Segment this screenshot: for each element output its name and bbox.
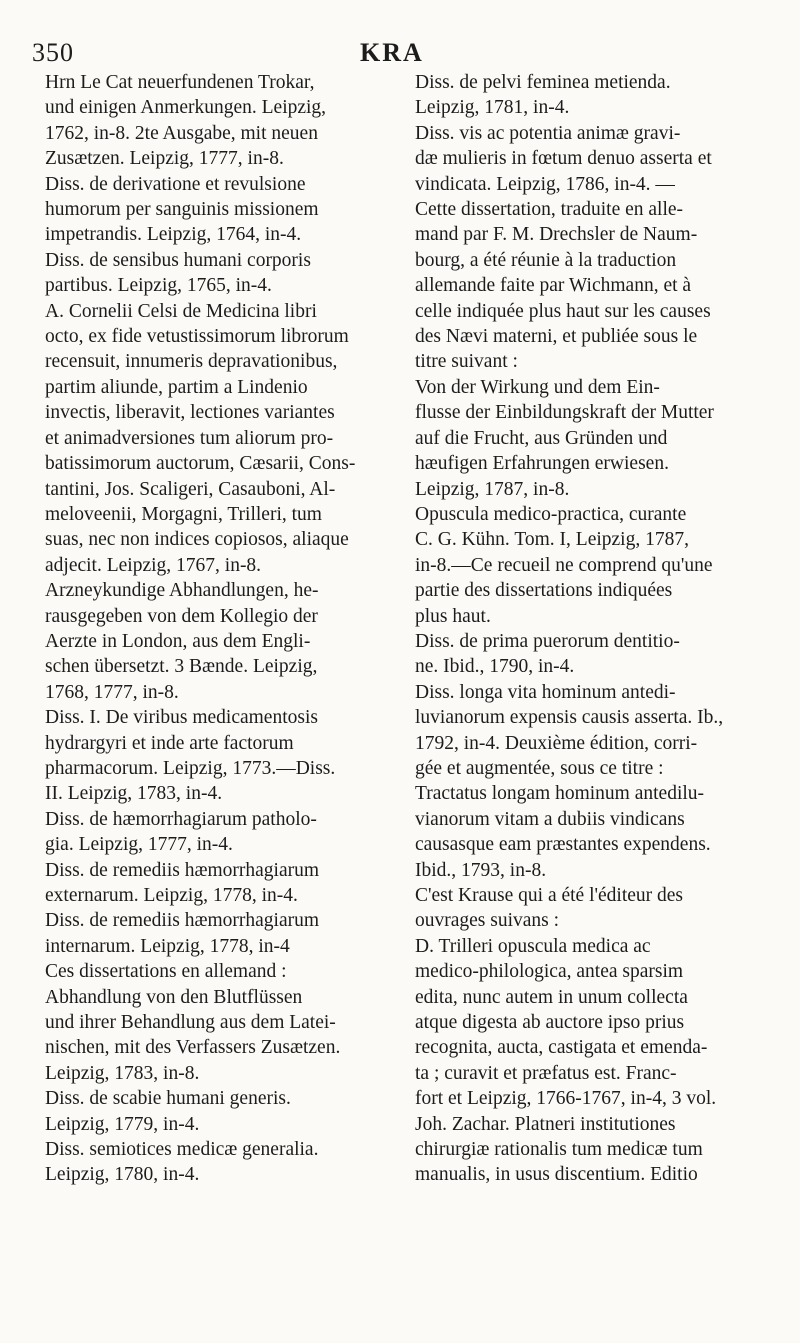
text-line: 1792, in-4. Deuxième édition, corri- [415, 732, 698, 754]
text-line: adjecit. Leipzig, 1767, in-8. [45, 554, 262, 576]
text-line: Diss. de sensibus humani corporis [45, 249, 311, 271]
text-line: Ibid., 1793, in-8. [415, 859, 547, 881]
text-line: in-8.—Ce recueil ne comprend qu'une [415, 554, 713, 576]
text-line: externarum. Leipzig, 1778, in-4. [45, 885, 298, 906]
text-line: Diss. de prima puerorum dentitio- [415, 630, 680, 652]
text-line: schen übersetzt. 3 Bænde. Leipzig, [45, 656, 318, 678]
text-line: C'est Krause qui a été l'éditeur des [415, 885, 684, 906]
text-line: Leipzig, 1779, in-4. [45, 1113, 200, 1135]
text-line: batissimorum auctorum, Cæsarii, Cons- [45, 453, 356, 475]
text-line: partie des dissertations indiquées [415, 580, 673, 602]
text-line: Diss. de remediis hæmorrhagiarum [45, 859, 320, 881]
text-line: Leipzig, 1780, in-4. [45, 1164, 200, 1186]
text-line: plus haut. [415, 605, 491, 627]
text-line: allemande faite par Wichmann, et à [415, 275, 692, 297]
text-line: Diss. longa vita hominum antedi- [415, 681, 676, 703]
text-line: Ces dissertations en allemand : [45, 961, 287, 983]
text-line: 1768, 1777, in-8. [45, 681, 179, 703]
text-line: internarum. Leipzig, 1778, in-4 [45, 935, 290, 957]
text-line: vindicata. Leipzig, 1786, in-4. — [415, 173, 675, 195]
text-line: luvianorum expensis causis asserta. Ib., [415, 707, 724, 729]
text-line: des Nævi materni, et publiée sous le [415, 326, 698, 348]
text-line: Abhandlung von den Blutflüssen [45, 986, 303, 1008]
text-line: atque digesta ab auctore ipso prius [415, 1012, 685, 1034]
text-line: fort et Leipzig, 1766-1767, in-4, 3 vol. [415, 1088, 717, 1110]
text-line: recognita, aucta, castigata et emenda- [415, 1037, 708, 1059]
text-line: Diss. semiotices medicæ generalia. [45, 1139, 319, 1161]
text-line: Opuscula medico-practica, curante [415, 503, 687, 525]
text-line: Diss. I. De viribus medicamentosis [45, 707, 318, 729]
text-line: et animadversiones tum aliorum pro- [45, 427, 334, 449]
text-line: A. Cornelii Celsi de Medicina libri [45, 300, 317, 322]
text-line: vianorum vitam a dubiis vindicans [415, 808, 685, 830]
text-line: Leipzig, 1787, in-8. [415, 478, 570, 500]
text-line: Hrn Le Cat neuerfundenen Trokar, [45, 72, 315, 93]
text-line: Cette dissertation, traduite en alle- [415, 199, 684, 221]
text-line: edita, nunc autem in unum collecta [415, 986, 688, 1008]
text-line: medico-philologica, antea sparsim [415, 961, 684, 983]
text-line: Diss. de scabie humani generis. [45, 1088, 291, 1110]
text-line: titre suivant : [415, 351, 518, 373]
text-line: recensuit, innumeris depravationibus, [45, 351, 338, 373]
text-line: und einigen Anmerkungen. Leipzig, [45, 97, 327, 119]
text-line: mand par F. M. Drechsler de Naum- [415, 224, 698, 246]
text-line: causasque eam præstantes expendens. [415, 834, 711, 856]
text-line: ta ; curavit et præfatus est. Franc- [415, 1062, 677, 1084]
text-line: partim aliunde, partim a Lindenio [45, 376, 308, 398]
text-line: D. Trilleri opuscula medica ac [415, 935, 651, 957]
text-line: hæufigen Erfahrungen erwiesen. [415, 453, 669, 475]
left-column [45, 70, 397, 1188]
text-line: Joh. Zachar. Platneri institutiones [415, 1113, 676, 1135]
text-line: tantini, Jos. Scaligeri, Casauboni, Al- [45, 478, 336, 500]
text-line: gée et augmentée, sous ce titre : [415, 757, 664, 779]
text-line: Diss. de pelvi feminea metienda. [415, 72, 671, 93]
text-line: 1762, in-8. 2te Ausgabe, mit neuen [45, 122, 318, 144]
text-line: Diss. de derivatione et revulsione [45, 173, 306, 195]
text-line: Leipzig, 1783, in-8. [45, 1062, 200, 1084]
text-line: hydrargyri et inde arte factorum [45, 732, 294, 754]
text-line: II. Leipzig, 1783, in-4. [45, 783, 223, 805]
text-line: octo, ex fide vetustissimorum librorum [45, 326, 349, 348]
running-head: KRA [360, 38, 424, 67]
text-line: Tractatus longam hominum antedilu- [415, 783, 705, 805]
text-line: Diss. de hæmorrhagiarum patholo- [45, 808, 317, 830]
text-line: humorum per sanguinis missionem [45, 199, 319, 221]
text-line: Diss. de remediis hæmorrhagiarum [45, 910, 320, 932]
text-line: impetrandis. Leipzig, 1764, in-4. [45, 224, 302, 246]
text-line: bourg, a été réunie à la traduction [415, 249, 677, 271]
text-line: gia. Leipzig, 1777, in-4. [45, 834, 233, 856]
text-line: dæ mulieris in fœtum denuo asserta et [415, 148, 712, 170]
text-line: ouvrages suivans : [415, 910, 560, 932]
text-line: invectis, liberavit, lectiones variantes [45, 402, 335, 424]
text-line: manualis, in usus discentium. Editio [415, 1164, 698, 1186]
text-line: Aerzte in London, aus dem Engli- [45, 630, 311, 652]
text-line: suas, nec non indices copiosos, aliaque [45, 529, 349, 551]
text-line: Diss. vis ac potentia animæ gravi- [415, 122, 681, 144]
text-line: celle indiquée plus haut sur les causes [415, 300, 711, 322]
text-line: Zusætzen. Leipzig, 1777, in-8. [45, 148, 284, 170]
text-line: C. G. Kühn. Tom. I, Leipzig, 1787, [415, 529, 689, 551]
page-header [0, 30, 800, 70]
text-line: chirurgiæ rationalis tum medicæ tum [415, 1139, 703, 1161]
text-line: partibus. Leipzig, 1765, in-4. [45, 275, 272, 297]
text-line: ne. Ibid., 1790, in-4. [415, 656, 575, 678]
text-line: pharmacorum. Leipzig, 1773.—Diss. [45, 757, 336, 779]
text-line: meloveenii, Morgagni, Trilleri, tum [45, 503, 322, 525]
text-line: Arzneykundige Abhandlungen, he- [45, 580, 319, 602]
text-line: auf die Frucht, aus Gründen und [415, 427, 668, 449]
page-number: 350 [32, 38, 74, 67]
text-line: und ihrer Behandlung aus dem Latei- [45, 1012, 336, 1034]
text-line: Von der Wirkung und dem Ein- [415, 376, 660, 398]
text-line: nischen, mit des Verfassers Zusætzen. [45, 1037, 341, 1059]
text-line: rausgegeben von dem Kollegio der [45, 605, 318, 627]
text-line: Leipzig, 1781, in-4. [415, 97, 570, 119]
right-column [415, 70, 767, 1188]
text-line: flusse der Einbildungskraft der Mutter [415, 402, 714, 424]
